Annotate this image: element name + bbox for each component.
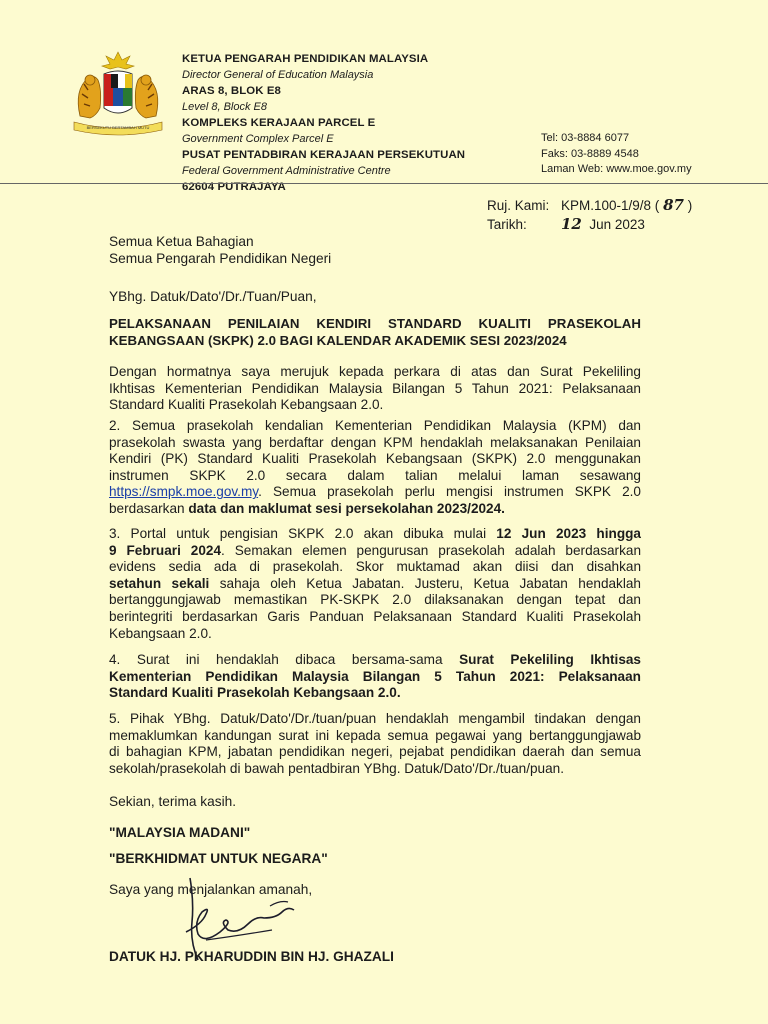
recipient-1: Semua Ketua Bahagian: [109, 234, 254, 249]
motto-malaysia-madani: "MALAYSIA MADANI": [109, 825, 251, 840]
p3-bold-frequency: setahun sekali: [109, 575, 210, 591]
p2-line: Kendiri (PK) Standard Kualiti Prasekolah Kebangsaan (SKPK) 2.0 menggunakan: [109, 451, 641, 467]
subject-line-2: KEBANGSAAN (SKPK) 2.0 BAGI KALENDAR AKADEMIK SESI 2023/2024: [109, 333, 567, 348]
letterhead-address: [182, 51, 465, 195]
p3-line: Kebangsaan 2.0.: [109, 625, 212, 641]
letterhead-divider: [0, 183, 768, 184]
p1-line: Ikhtisas Kementerian Pendidikan Malaysia Bilangan 5 Tahun 2021: Pelaksanaan: [109, 380, 641, 396]
paragraph-3: [109, 526, 641, 642]
p5-line: 5. Pihak YBhg. Datuk/Dato'/Dr./tuan/puan hendaklah mengambil tindakan dengan: [109, 711, 641, 726]
p2-line: prasekolah swasta yang berdaftar dengan KPM hendaklah melaksanakan Penilaian: [109, 434, 641, 450]
address-complex-en: Government Complex Parcel E: [182, 133, 334, 145]
address-complex: KOMPLEKS KERAJAAN PARCEL E: [182, 117, 376, 129]
p4-line: 4. Surat ini hendaklah dibaca bersama-sama Surat Pekeliling Ikhtisas: [109, 652, 641, 667]
address-centre-en: Federal Government Administrative Centre: [182, 165, 391, 177]
p2-line: https://smpk.moe.gov.my. Semua prasekolah perlu mengisi instrumen SKPK 2.0: [109, 484, 641, 500]
p5-line: sekolah/prasekolah di bawah pentadbiran YBhg. Datuk/Dato'/Dr./tuan/puan.: [109, 760, 565, 776]
p3-line: evidens sedia ada di prasekolah. Skor muktamad akan diisi dan disahkan: [109, 559, 641, 575]
p3-line: 3. Portal untuk pengisian SKPK 2.0 akan dibuka mulai 12 Jun 2023 hingga: [109, 526, 641, 541]
signatory-name: DATUK HJ. PKHARUDDIN BIN HJ. GHAZALI: [109, 949, 394, 964]
p4-line: Standard Kualiti Prasekolah Kebangsaan 2.0.: [109, 685, 401, 701]
smpk-portal-link[interactable]: https://smpk.moe.gov.my: [109, 484, 259, 500]
motto-berkhidmat: "BERKHIDMAT UNTUK NEGARA": [109, 851, 328, 866]
p5-line: di bahagian KPM, jabatan pendidikan negeri, pejabat pendidikan daerah dan semua: [109, 744, 641, 760]
paragraph-2: [109, 418, 641, 518]
paragraph-4: [109, 652, 641, 702]
p2-line: 2. Semua prasekolah kendalian Kementerian Pendidikan Malaysia (KPM) dan: [109, 418, 641, 433]
paragraph-1: [109, 364, 641, 414]
crest-motto: BERSEKUTU BERTAMBAH MUTU: [86, 125, 150, 130]
address-centre: PUSAT PENTADBIRAN KERAJAAN PERSEKUTUAN: [182, 149, 466, 161]
salutation: YBhg. Datuk/Dato'/Dr./Tuan/Puan,: [109, 289, 317, 304]
p5-line: memaklumkan kandungan surat ini kepada semua pegawai yang bertanggungjawab: [109, 727, 641, 743]
address-postcode: 62604 PUTRAJAYA: [182, 181, 286, 193]
p1-line: Dengan hormatnya saya merujuk kepada perkara di atas dan Surat Pekeliling: [109, 364, 641, 379]
p3-bold-end-date: 9 Februari 2024: [109, 542, 222, 558]
p2-bold-text: data dan maklumat sesi persekolahan 2023/2024.: [188, 500, 505, 516]
subject-line-1: PELAKSANAAN PENILAIAN KENDIRI STANDARD KUALITI PRASEKOLAH: [109, 316, 641, 331]
website: Laman Web: www.moe.gov.my: [541, 163, 692, 175]
p3-line: 9 Februari 2024. Semakan elemen pengurusan prasekolah adalah berdasarkan: [109, 542, 641, 558]
p3-bold-start-date: 12 Jun 2023 hingga: [496, 526, 641, 541]
paragraph-5: [109, 711, 641, 777]
fax: Faks: 03-8889 4548: [541, 147, 639, 160]
malaysia-coat-of-arms-icon: [66, 50, 170, 136]
sign-off: Saya yang menjalankan amanah,: [109, 882, 313, 897]
contact-info: [541, 131, 692, 178]
p2-line: berdasarkan data dan maklumat sesi persekolahan 2023/2024.: [109, 500, 505, 516]
p1-line: Standard Kualiti Prasekolah Kebangsaan 2.0.: [109, 397, 384, 413]
date-label: Tarikh:: [487, 217, 527, 232]
handwritten-ref-number: 87: [663, 196, 684, 214]
address-floor: ARAS 8, BLOK E8: [182, 85, 281, 97]
p3-line: setahun sekali sahaja oleh Ketua Jabatan. Justeru, Ketua Jabatan hendaklah: [109, 575, 641, 591]
telephone: Tel: 03-8884 6077: [541, 132, 630, 144]
p4-line: Kementerian Pendidikan Malaysia Bilangan 5 Tahun 2021: Pelaksanaan: [109, 668, 641, 684]
letter-date: 12 Jun 2023: [561, 215, 645, 233]
reference-number: KPM.100-1/9/8 ( 87 ): [561, 196, 693, 214]
p3-line: berintegriti berdasarkan Garis Panduan Pelaksanaan Standard Kualiti Prasekolah: [109, 608, 641, 624]
reference-label: Ruj. Kami:: [487, 198, 550, 213]
org-name-en: Director General of Education Malaysia: [182, 69, 374, 81]
recipient-2: Semua Pengarah Pendidikan Negeri: [109, 251, 332, 266]
closing-line: Sekian, terima kasih.: [109, 794, 237, 809]
handwritten-day: 12: [561, 215, 582, 233]
p3-line: bertanggungjawab memastikan PK-SKPK 2.0 dilaksanakan dengan tepat dan: [109, 592, 641, 608]
reference-block: [487, 196, 692, 234]
address-floor-en: Level 8, Block E8: [182, 101, 267, 113]
p2-line: instrumen SKPK 2.0 secara dalam talian melalui laman sesawang: [109, 467, 641, 483]
org-name: KETUA PENGARAH PENDIDIKAN MALAYSIA: [182, 53, 429, 65]
